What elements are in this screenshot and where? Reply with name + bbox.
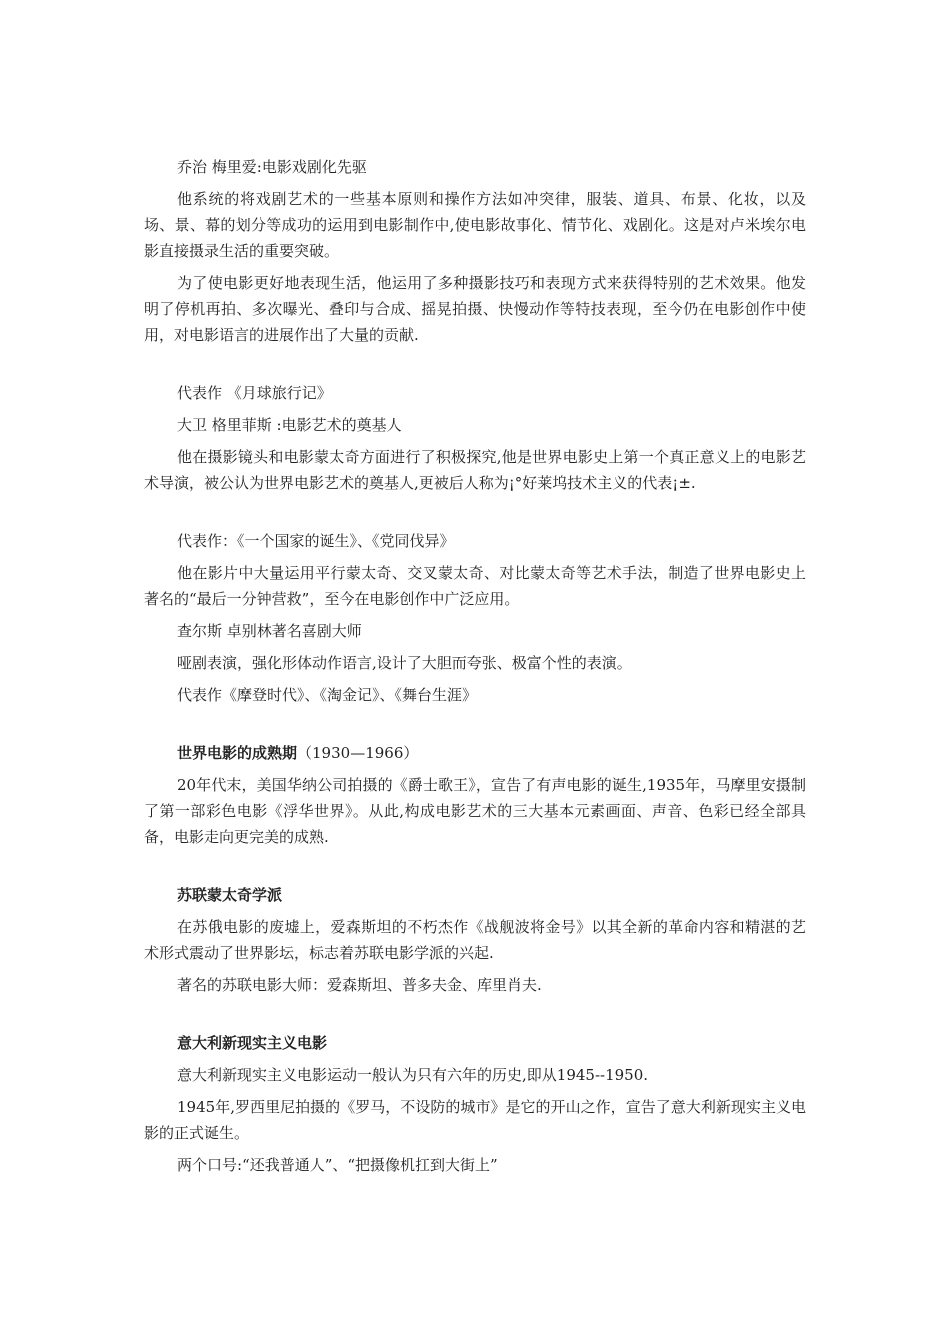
section-heading-soviet: 苏联蒙太奇学派 bbox=[177, 886, 283, 904]
heading-melies: 乔治 梅里爱:电影戏剧化先驱 bbox=[177, 158, 367, 176]
paragraph-neorealism-history: 意大利新现实主义电影运动一般认为只有六年的历史,即从1945--1950. bbox=[177, 1066, 649, 1084]
document-body bbox=[144, 154, 806, 1184]
spacer bbox=[144, 714, 806, 740]
spacer bbox=[144, 502, 806, 528]
paragraph-melies-theatre: 他系统的将戏剧艺术的一些基本原则和操作方法如冲突律，服装、道具、布景、化妆，以及场、景、幕的划分等成功的运用到电影制作中,使电影故事化、情节化、戏剧化。这是对卢米埃尔电影直接摄录生活的重要突破。 bbox=[144, 190, 806, 260]
spacer bbox=[144, 856, 806, 882]
paragraph-sound-color: 20年代末，美国华纳公司拍摄的《爵士歌王》，宣告了有声电影的诞生,1935年，马摩里安摄制了第一部彩色电影《浮华世界》。从此,构成电影艺术的三大基本元素画面、声音、色彩已经全部具备，电影走向更完美的成熟. bbox=[144, 776, 806, 846]
section-heading-neorealism: 意大利新现实主义电影 bbox=[177, 1034, 328, 1052]
heading-griffith: 大卫 格里菲斯 :电影艺术的奠基人 bbox=[177, 416, 402, 434]
paragraph-neorealism-slogans: 两个口号:“还我普通人”、“把摄像机扛到大街上” bbox=[177, 1156, 498, 1174]
paragraph-neorealism-rome: 1945年,罗西里尼拍摄的《罗马，不设防的城市》是它的开山之作，宣告了意大利新现实主义电影的正式诞生。 bbox=[144, 1098, 806, 1142]
paragraph-chaplin: 哑剧表演，强化形体动作语言,设计了大胆而夸张、极富个性的表演。 bbox=[177, 654, 632, 672]
representative-work-chaplin: 代表作《摩登时代》、《淘金记》、《舞台生涯》 bbox=[177, 686, 478, 704]
section-heading-maturity-years: （1930—1966） bbox=[297, 744, 419, 762]
representative-work-griffith: 代表作：《一个国家的诞生》、《党同伐异》 bbox=[177, 532, 455, 550]
heading-chaplin: 查尔斯 卓别林著名喜剧大师 bbox=[177, 622, 362, 640]
spacer bbox=[144, 354, 806, 380]
spacer bbox=[144, 1004, 806, 1030]
representative-work-melies: 代表作 《月球旅行记》 bbox=[177, 384, 332, 402]
paragraph-griffith-montage: 他在影片中大量运用平行蒙太奇、交叉蒙太奇、对比蒙太奇等艺术手法，制造了世界电影史上著名的“最后一分钟营救”，至今在电影创作中广泛应用。 bbox=[144, 564, 806, 608]
paragraph-griffith: 他在摄影镜头和电影蒙太奇方面进行了积极探究,他是世界电影史上第一个真正意义上的电影艺术导演，被公认为世界电影艺术的奠基人,更被后人称为¡°好莱坞技术主义的代表¡±. bbox=[144, 448, 806, 492]
section-heading-maturity bbox=[144, 740, 806, 766]
paragraph-melies-techniques: 为了使电影更好地表现生活，他运用了多种摄影技巧和表现方式来获得特别的艺术效果。他发明了停机再拍、多次曝光、叠印与合成、摇晃拍摄、快慢动作等特技表现，至今仍在电影创作中使用，对电影语言的进展作出了大量的贡献. bbox=[144, 274, 806, 344]
paragraph-soviet-potemkin: 在苏俄电影的废墟上，爱森斯坦的不朽杰作《战舰波将金号》以其全新的革命内容和精湛的艺术形式震动了世界影坛，标志着苏联电影学派的兴起. bbox=[144, 918, 806, 962]
paragraph-soviet-masters: 著名的苏联电影大师：爱森斯坦、普多夫金、库里肖夫. bbox=[177, 976, 542, 994]
section-heading-maturity-title: 世界电影的成熟期 bbox=[177, 744, 298, 762]
